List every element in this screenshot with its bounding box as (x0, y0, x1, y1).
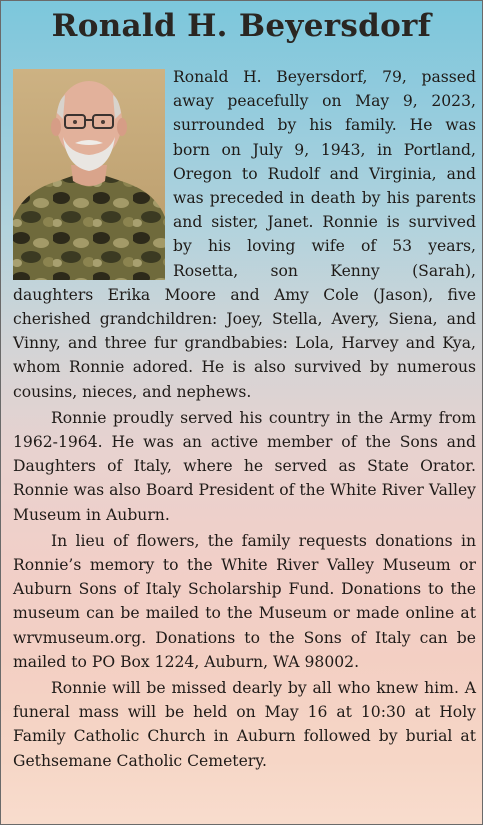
paragraph-service: Ronnie proudly served his country in the Army from 1962-1964. He was an active member of the Sons and Daughters of Italy, where he served as State Orator. Ronnie was also Board President of the White River Valley Museum in Auburn. (13, 408, 476, 524)
portrait-illustration (13, 69, 165, 280)
paragraph-donations: In lieu of flowers, the family requests donations in Ronnie’s memory to the White River Valley Museum or Auburn Sons of Italy Scholarship Fund. Donations to the museum can be mailed to the Museum or made online at wrvmuseum.org. Donations to the Sons of Italy can be mailed to PO Box 1224, Auburn, WA 98002. (13, 531, 476, 671)
paragraph-family: Ronald H. Beyersdorf, 79, passed away peacefully on May 9, 2023, surrounded by his family. He was born on July 9, 1943, in Portland, Oregon to Rudolf and Virginia, and was preceded in death by his parents and sister, Janet. Ronnie is survived by his loving wife of 53 years, Rosetta, son Kenny (Sarah), daughters Erika Moore and Amy Cole (Jason), five cherished grandchildren: Joey, Stella, Avery, Siena, and Vinny, and three fur grandbabies: Lola, Harvey and Kya, whom Ronnie adored. He is also survived by numerous cousins, nieces, and nephews. (13, 68, 476, 401)
obituary-body (13, 65, 476, 773)
paragraph-funeral: Ronnie will be missed dearly by all who knew him. A funeral mass will be held on May 16 at 10:30 at Holy Family Catholic Church in Auburn followed by burial at Gethsemane Catholic Cemetery. (13, 679, 476, 770)
portrait-photo (13, 69, 165, 280)
obituary-title: Ronald H. Beyersdorf (51, 8, 432, 44)
